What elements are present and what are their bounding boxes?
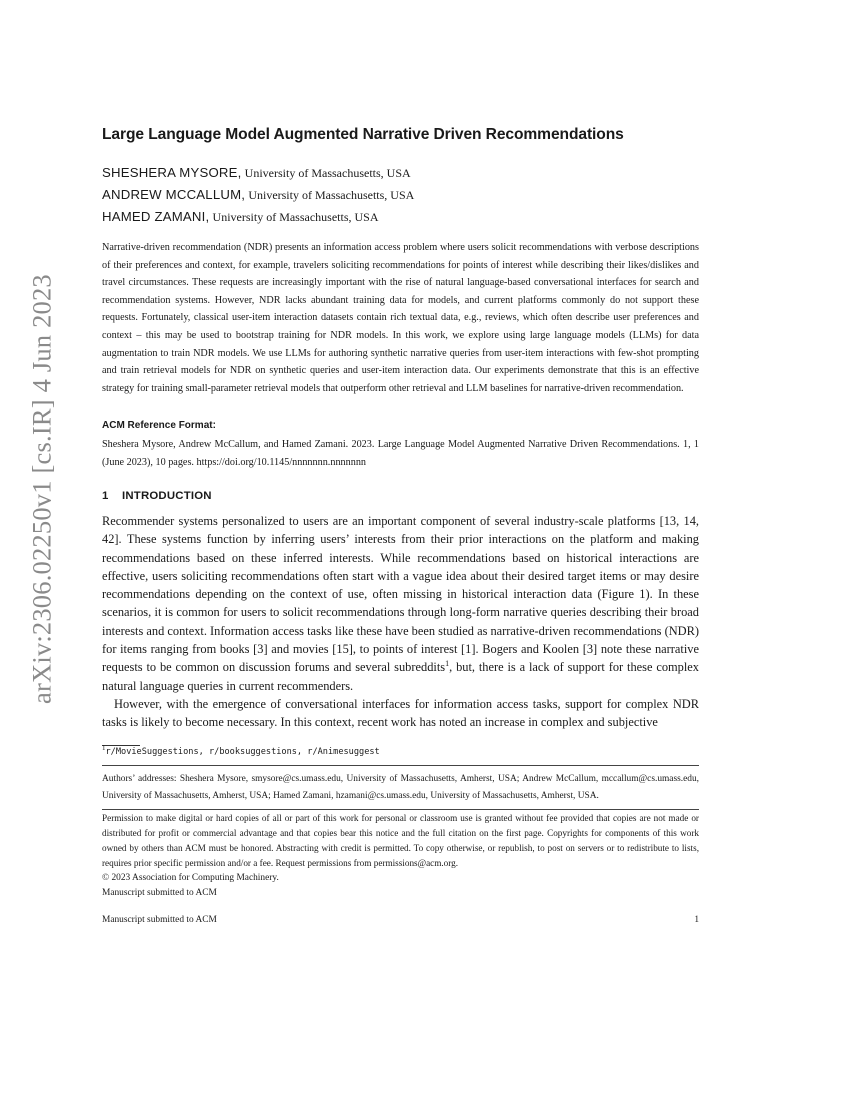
author-affiliation: University of Massachusetts, USA bbox=[212, 210, 379, 224]
permission-text: Permission to make digital or hard copies of all or part of this work for personal or classroom use is granted without fee provided that copies are not made or distributed for profit or commercial advantage and that copies bear this notice and the full citation on the first page. Copyrights for components of this work owned by others than ACM must be honored. Abstracting with credit is permitted. To copy otherwise, or republish, to post on servers or to redistribute to lists, requires prior specific permission and/or a fee. Request permissions from permissions@acm.org. bbox=[102, 813, 699, 869]
section-title: INTRODUCTION bbox=[122, 490, 212, 502]
author-name: SHESHERA MYSORE, bbox=[102, 165, 242, 180]
section-heading bbox=[102, 490, 699, 502]
author-3 bbox=[102, 209, 379, 225]
intro-text: , but, there is a lack of support for these complex natural language queries in current recommenders. bbox=[102, 660, 699, 693]
footnote-divider bbox=[102, 745, 140, 746]
footnote-number: 1 bbox=[102, 744, 106, 753]
introduction-body bbox=[102, 512, 699, 732]
divider bbox=[102, 809, 699, 810]
acm-reference-heading: ACM Reference Format: bbox=[102, 420, 216, 431]
footer-text: Manuscript submitted to ACM bbox=[102, 915, 217, 925]
page-number: 1 bbox=[694, 915, 699, 925]
permission-notice bbox=[102, 811, 699, 900]
section-number: 1 bbox=[102, 490, 109, 502]
author-affiliation: University of Massachusetts, USA bbox=[248, 188, 415, 202]
intro-paragraph-1 bbox=[102, 512, 699, 695]
footnote-text: r/MovieSuggestions, r/booksuggestions, r/Animesuggest bbox=[105, 747, 380, 757]
divider bbox=[102, 765, 699, 766]
footnote-marker: 1 bbox=[445, 659, 450, 669]
authors-addresses: Authors’ addresses: Sheshera Mysore, smysore@cs.umass.edu, University of Massachusetts, Amherst, USA; Andrew McCallum, mccallum@cs.umass.edu, University of Massachusetts, Amherst, USA; Hamed Zamani, hzamani@cs.umass.edu, University of Massachusetts, Amherst, USA. bbox=[102, 774, 699, 801]
footnote bbox=[102, 744, 699, 757]
author-affiliation: University of Massachusetts, USA bbox=[244, 166, 411, 180]
intro-paragraph-2: However, with the emergence of conversational interfaces for information access tasks, support for complex NDR tasks is likely to become necessary. In this context, recent work has noted an increase in complex and subjective bbox=[102, 696, 699, 730]
author-name: HAMED ZAMANI, bbox=[102, 209, 210, 224]
paper-title: Large Language Model Augmented Narrative Driven Recommendations bbox=[102, 126, 624, 143]
manuscript-note: Manuscript submitted to ACM bbox=[102, 888, 217, 899]
author-name: ANDREW MCCALLUM, bbox=[102, 187, 246, 202]
author-1 bbox=[102, 165, 411, 181]
author-2 bbox=[102, 187, 414, 203]
acm-reference-text: Sheshera Mysore, Andrew McCallum, and Hamed Zamani. 2023. Large Language Model Augmented Narrative Driven Recommendations. 1, 1 (June 2023), 10 pages. https://doi.org/10.1145/nnnnnnn.nnnnnnn bbox=[102, 439, 699, 468]
arxiv-identifier-stamp: arXiv:2306.02250v1 [cs.IR] 4 Jun 2023 bbox=[26, 274, 57, 704]
abstract: Narrative-driven recommendation (NDR) presents an information access problem where users solicit recommendations with verbose descriptions of their preferences and context, for example, travelers soliciting recommendations for points of interest while describing their likes/dislikes and travel circumstances. These requests are increasingly important with the rise of natural language-based conversational interfaces for search and recommendation systems. However, NDR lacks abundant training data for models, and current platforms commonly do not support these requests. Fortunately, classical user-item interaction datasets contain rich textual data, e.g., reviews, which often describe user preferences and context – this may be used to bootstrap training for NDR models. In this work, we explore using large language models (LLMs) for data augmentation to train NDR models. We use LLMs for authoring synthetic narrative queries from user-item interactions with few-shot prompting and train retrieval models for NDR on synthetic queries and user-item interaction data. Our experiments demonstrate that this is an effective strategy for training small-parameter retrieval models that outperform other retrieval and LLM baselines for narrative-driven recommendation. bbox=[102, 242, 699, 394]
copyright-line: © 2023 Association for Computing Machinery. bbox=[102, 873, 279, 884]
intro-text: Recommender systems personalized to users are an important component of several industry-scale platforms [13, 14, 42]. These systems function by inferring users’ interests from their prior interactions on the platform and making recommendations based on these inferred interests. While recommendations based on historical interactions are effective, users soliciting recommendations often start with a vague idea about their desired target items or may desire recommendations depending on the context of use, often missing in historical interaction data (Figure 1). In these scenarios, it is common for users to solicit recommendations through long-form narrative queries describing their broad interests and context. Information access tasks like these have been studied as narrative-driven recommendations (NDR) for items ranging from books [3] and movies [15], to points of interest [1]. Bogers and Koolen [3] note these narrative requests to be common on discussion forums and several subreddits bbox=[102, 514, 699, 675]
